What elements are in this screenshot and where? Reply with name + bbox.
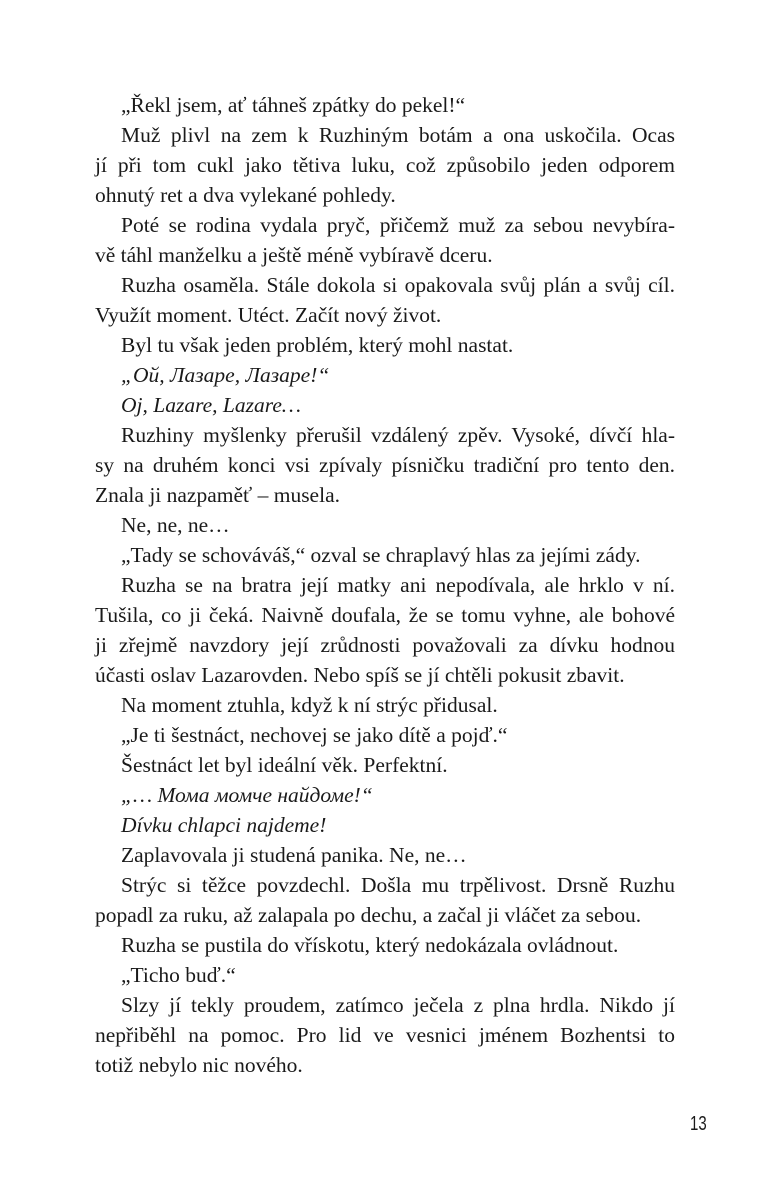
paragraph [95,930,675,960]
text-line: Byl tu však jeden problém, který mohl nastat. [121,333,514,357]
text-line: Zaplavovala ji studená panika. Ne, ne… [121,843,467,867]
text-line: „… Мома момче найдоме!“ [121,783,373,807]
italic-paragraph [95,390,675,420]
italic-paragraph [95,810,675,840]
text-line: Ruzha osaměla. Stále dokola si opakovala svůj plán a svůj cíl. [121,273,675,297]
paragraph [95,90,675,120]
text-line: „Je ti šestnáct, nechovej se jako dítě a pojď.“ [121,723,508,747]
text-line: nepřiběhl na pomoc. Pro lid ve vesnici jménem Bozhentsi to [95,1023,675,1047]
text-line: Poté se rodina vydala pryč, přičemž muž za sebou nevybíra- [121,213,675,237]
paragraph [95,210,675,270]
paragraph [95,960,675,990]
paragraph [95,120,675,210]
text-line: Ruzha se pustila do vřískotu, který nedokázala ovládnout. [121,933,619,957]
italic-paragraph [95,360,675,390]
text-line: jí při tom cukl jako tětiva luku, což způsobilo jeden odporem [95,153,675,177]
paragraph [95,840,675,870]
text-line: Šestnáct let byl ideální věk. Perfektní. [121,753,448,777]
text-line: vě táhl manželku a ještě méně vybíravě dceru. [95,243,493,267]
text-line: Ruzhiny myšlenky přerušil vzdálený zpěv. Vysoké, dívčí hla- [121,423,675,447]
paragraph [95,750,675,780]
text-line: Slzy jí tekly proudem, zatímco ječela z plna hrdla. Nikdo jí [121,993,675,1017]
text-line: ohnutý ret a dva vylekané pohledy. [95,183,396,207]
text-line: účasti oslav Lazarovden. Nebo spíš se jí chtěli pokusit zbavit. [95,663,625,687]
text-line: Dívku chlapci najdeme! [121,813,327,837]
text-line: Oj, Lazare, Lazare… [121,393,301,417]
text-line: Využít moment. Utéct. Začít nový život. [95,303,442,327]
paragraph [95,330,675,360]
text-line: Tušila, co ji čeká. Naivně doufala, že se tomu vyhne, ale bohové [95,603,675,627]
text-line: „Řekl jsem, ať táhneš zpátky do pekel!“ [121,93,466,117]
text-line: „Ticho buď.“ [121,963,236,987]
text-line: „Ой, Лазаре, Лазаре!“ [121,363,330,387]
paragraph [95,870,675,930]
italic-paragraph [95,780,675,810]
text-line: sy na druhém konci vsi zpívaly písničku tradiční pro tento den. [95,453,675,477]
text-line: „Tady se schováváš,“ ozval se chraplavý hlas za jejími zády. [121,543,641,567]
text-line: Muž plivl na zem k Ruzhiným botám a ona uskočila. Ocas [121,123,675,147]
paragraph [95,690,675,720]
page-number: 13 [690,1113,707,1135]
text-line: totiž nebylo nic nového. [95,1053,303,1077]
paragraph [95,270,675,330]
paragraph [95,720,675,750]
text-line: Ruzha se na bratra její matky ani nepodívala, ale hrklo v ní. [121,573,675,597]
paragraph [95,420,675,510]
text-line: Ne, ne, ne… [121,513,230,537]
text-line: popadl za ruku, až zalapala po dechu, a začal ji vláčet za sebou. [95,903,642,927]
text-line: Na moment ztuhla, když k ní strýc přidusal. [121,693,498,717]
paragraph [95,570,675,690]
text-line: Znala ji nazpaměť – musela. [95,483,340,507]
page-body [95,90,675,1080]
paragraph [95,990,675,1080]
paragraph [95,540,675,570]
paragraph [95,510,675,540]
text-line: Strýc si těžce povzdechl. Došla mu trpělivost. Drsně Ruzhu [121,873,675,897]
text-line: ji zřejmě navzdory její zrůdnosti považovali za dívku hodnou [95,633,675,657]
